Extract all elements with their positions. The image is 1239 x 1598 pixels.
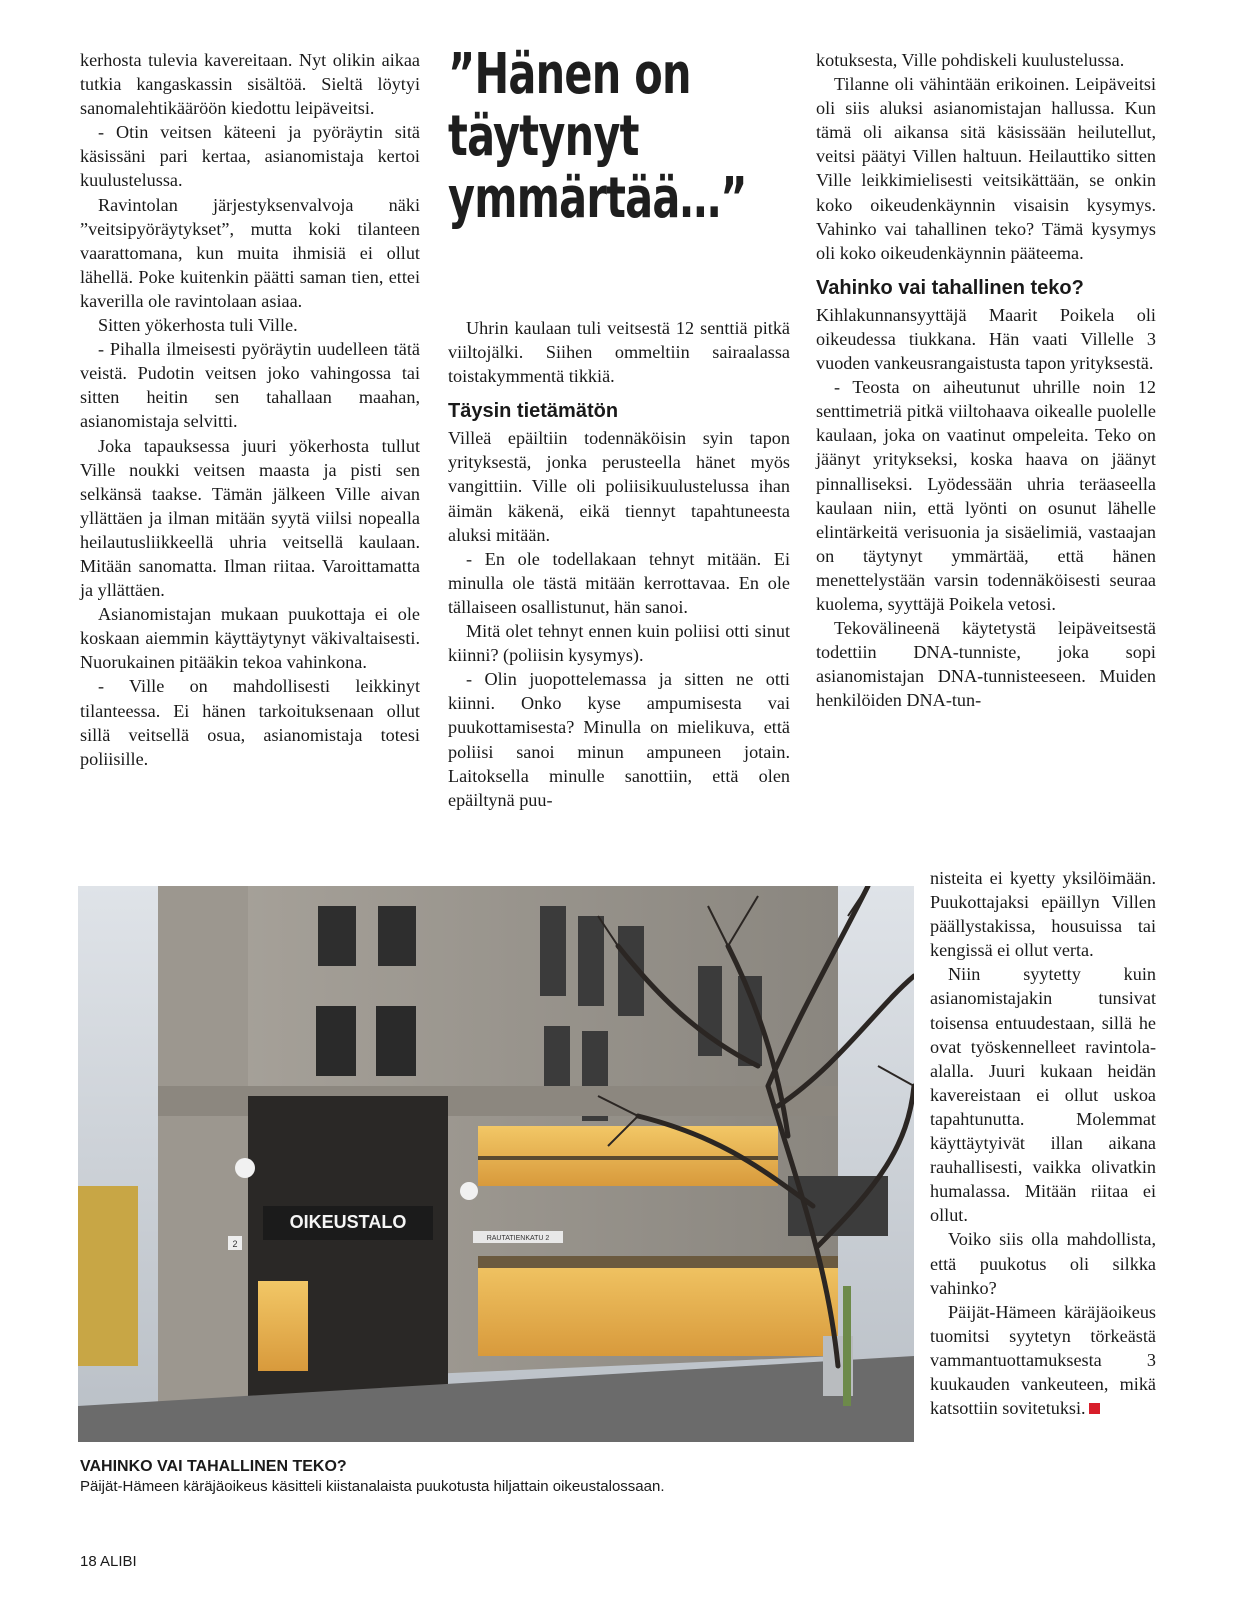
paragraph: kerhosta tulevia kavereitaan. Nyt olikin aikaa tutkia kangaskassin sisältöä. Sieltä löytyi sanomalehtikääröön kiedottu leipäveitsi.	[80, 50, 420, 119]
courthouse-sign: OIKEUSTALO	[289, 1212, 407, 1232]
paragraph: Tilanne oli vähintään erikoinen. Leipäveitsi oli siis aluksi asianomistajan hallussa. Kun tämä oli aikansa sitä käsissään heilutellut, veitsi päätyi Villen haltuun. Heilauttiko sitten Ville leikkimielisesti veitsikättään, se onkin koko oikeudenkäynnin visaisin kysymys. Vahinko vai tahallinen teko? Tämä kysymys oli koko oikeudenkäynnin pääteema.	[816, 74, 1156, 263]
end-mark-icon	[1089, 1403, 1100, 1414]
paragraph: - Otin veitsen käteeni ja pyöräytin sitä käsissäni pari kertaa, asianomistaja kertoi kuulustelussa.	[80, 122, 420, 191]
photo-caption-text: Päijät-Hämeen käräjäoikeus käsitteli kiistanalaista puukotusta hiljattain oikeustalossaan.	[80, 1478, 665, 1495]
courthouse-photo	[78, 886, 914, 1442]
article-column-2	[448, 316, 790, 812]
door-number: 2	[232, 1239, 238, 1249]
paragraph: Kihlakunnansyyttäjä Maarit Poikela oli oikeudessa tiukkana. Hän vaati Villelle 3 vuoden vankeusrangaistusta tapon yrityksestä.	[816, 304, 1156, 374]
paragraph: Asianomistajan mukaan puukottaja ei ole koskaan aiemmin käyttäytynyt väkivaltaisesti. Nuorukainen pitääkin tekoa vahinkona.	[80, 604, 420, 673]
paragraph-final	[930, 1300, 1156, 1420]
paragraph: Sitten yökerhosta tuli Ville.	[98, 315, 298, 336]
paragraph: Tekovälineenä käytetystä leipäveitsestä todettiin DNA-tunniste, joka sopi asianomistajan DNA-tunnisteeseen. Muiden henkilöiden DNA-tun-	[816, 618, 1156, 711]
paragraph: nisteita ei kyetty yksilöimään. Puukottajaksi epäillyn Villen päällystakissa, housuissa tai kengissä ei ollut verta.	[930, 868, 1156, 961]
subheading: Täysin tietämätön	[448, 400, 619, 423]
article-column-3-continued	[930, 866, 1156, 1420]
paragraph: Joka tapauksessa juuri yökerhosta tullut Ville noukki veitsen maasta ja pisti sen selkänsä taakse. Tämän jälkeen Ville aivan yllättäen ja ilman mitään syytä viilsi nopealla heilautusliikkeellä uhria veitsellä kaulaan. Mitään sanomatta. Ilman riitaa. Varoittamatta ja yllättäen.	[80, 435, 420, 601]
paragraph: Voiko siis olla mahdollista, että puukotus oli silkka vahinko?	[930, 1229, 1156, 1298]
page-folio: 18 ALIBI	[80, 1553, 137, 1570]
paragraph: Mitä olet tehnyt ennen kuin poliisi otti sinut kiinni? (poliisin kysymys).	[448, 621, 790, 666]
paragraph: Uhrin kaulaan tuli veitsestä 12 senttiä pitkä viiltojälki. Siihen ommeltiin sairaalassa toistakymmentä tikkiä.	[448, 318, 790, 387]
paragraph: kotuksesta, Ville pohdiskeli kuulustelussa.	[816, 50, 1125, 70]
paragraph: Ravintolan järjestyksenvalvoja näki ”veitsipyöräytykset”, mutta koki tilanteen vaarattomana, kun muita ihmisiä ei ollut lähellä. Poke kuitenkin päätti saman tien, ettei kaverilla ole ravintolaan asiaa.	[80, 194, 420, 311]
paragraph-text: Päijät-Hämeen käräjäoikeus tuomitsi syytetyn törkeästä vammantuottamuksesta 3 kuukauden vankeuteen, mikä katsottiin sovitetuksi.	[930, 1301, 1156, 1419]
subheading: Vahinko vai tahallinen teko?	[816, 276, 1084, 299]
paragraph: - Pihalla ilmeisesti pyöräytin uudelleen tätä veistä. Pudotin veitsen joko vahingossa tai sitten heitin sen tahallaan maahan, asianomistaja selvitti.	[80, 339, 420, 432]
photo-caption-heading: VAHINKO VAI TAHALLINEN TEKO?	[80, 1458, 347, 1475]
paragraph: - Olin juopottelemassa ja sitten ne otti kiinni. Onko kyse ampumisesta vai puukottamisesta? Minulla on mielikuva, että poliisi sanoi minun ampuneen jotain. Laitoksella minulle sanottiin, että olen epäiltynä puu-	[448, 669, 790, 810]
pull-quote: ”Hänen on täytynyt ymmärtää…”	[448, 42, 747, 231]
article-column-1	[80, 48, 420, 771]
paragraph: Villeä epäiltiin todennäköisin syin tapon yrityksestä, jonka perusteella hänet myös vangittiin. Ville oli poliisikuulustelussa ihan äimän käkenä, eikä tiennyt tapahtuneesta aluksi mitään.	[448, 428, 790, 545]
street-sign: RAUTATIENKATU 2	[486, 1235, 550, 1242]
paragraph: - En ole todellakaan tehnyt mitään. Ei minulla ole tästä mitään kerrottavaa. En ole tällaiseen osallistunut, hän sanoi.	[448, 548, 790, 617]
article-column-3	[816, 48, 1156, 712]
paragraph: - Ville on mahdollisesti leikkinyt tilanteessa. Ei hänen tarkoituksenaan ollut sillä veitsellä osua, asianomistaja totesi poliisille.	[80, 676, 420, 769]
paragraph: Niin syytetty kuin asianomistajakin tunsivat toisensa entuudestaan, sillä he ovat työskennelleet ravintola-alalla. Juuri kukaan heidän kavereistaan ei ollut uskoa tapahtunutta. Molemmat käyttäytyivät illan aikana rauhallisesti, vaikka olivatkin humalassa. Mitään riitaa ei ollut.	[930, 964, 1156, 1226]
paragraph: - Teosta on aiheutunut uhrille noin 12 senttimetriä pitkä viiltohaava oikealle puolelle kaulaan, joka on vaatinut ompeleita. Teko on jäänyt yritykseksi, koska haava on jäänyt pinnalliseksi. Lyödessään uhria teräaseella kaulaan niin, että lyönti on osunut lähelle elintärkeitä verisuonia ja sisäelimiä, vastaajan on täytynyt ymmärtää, että hänen menettelystään varsin todennäköisesti seuraa kuolema, syyttäjä Poikela vetosi.	[816, 377, 1156, 614]
